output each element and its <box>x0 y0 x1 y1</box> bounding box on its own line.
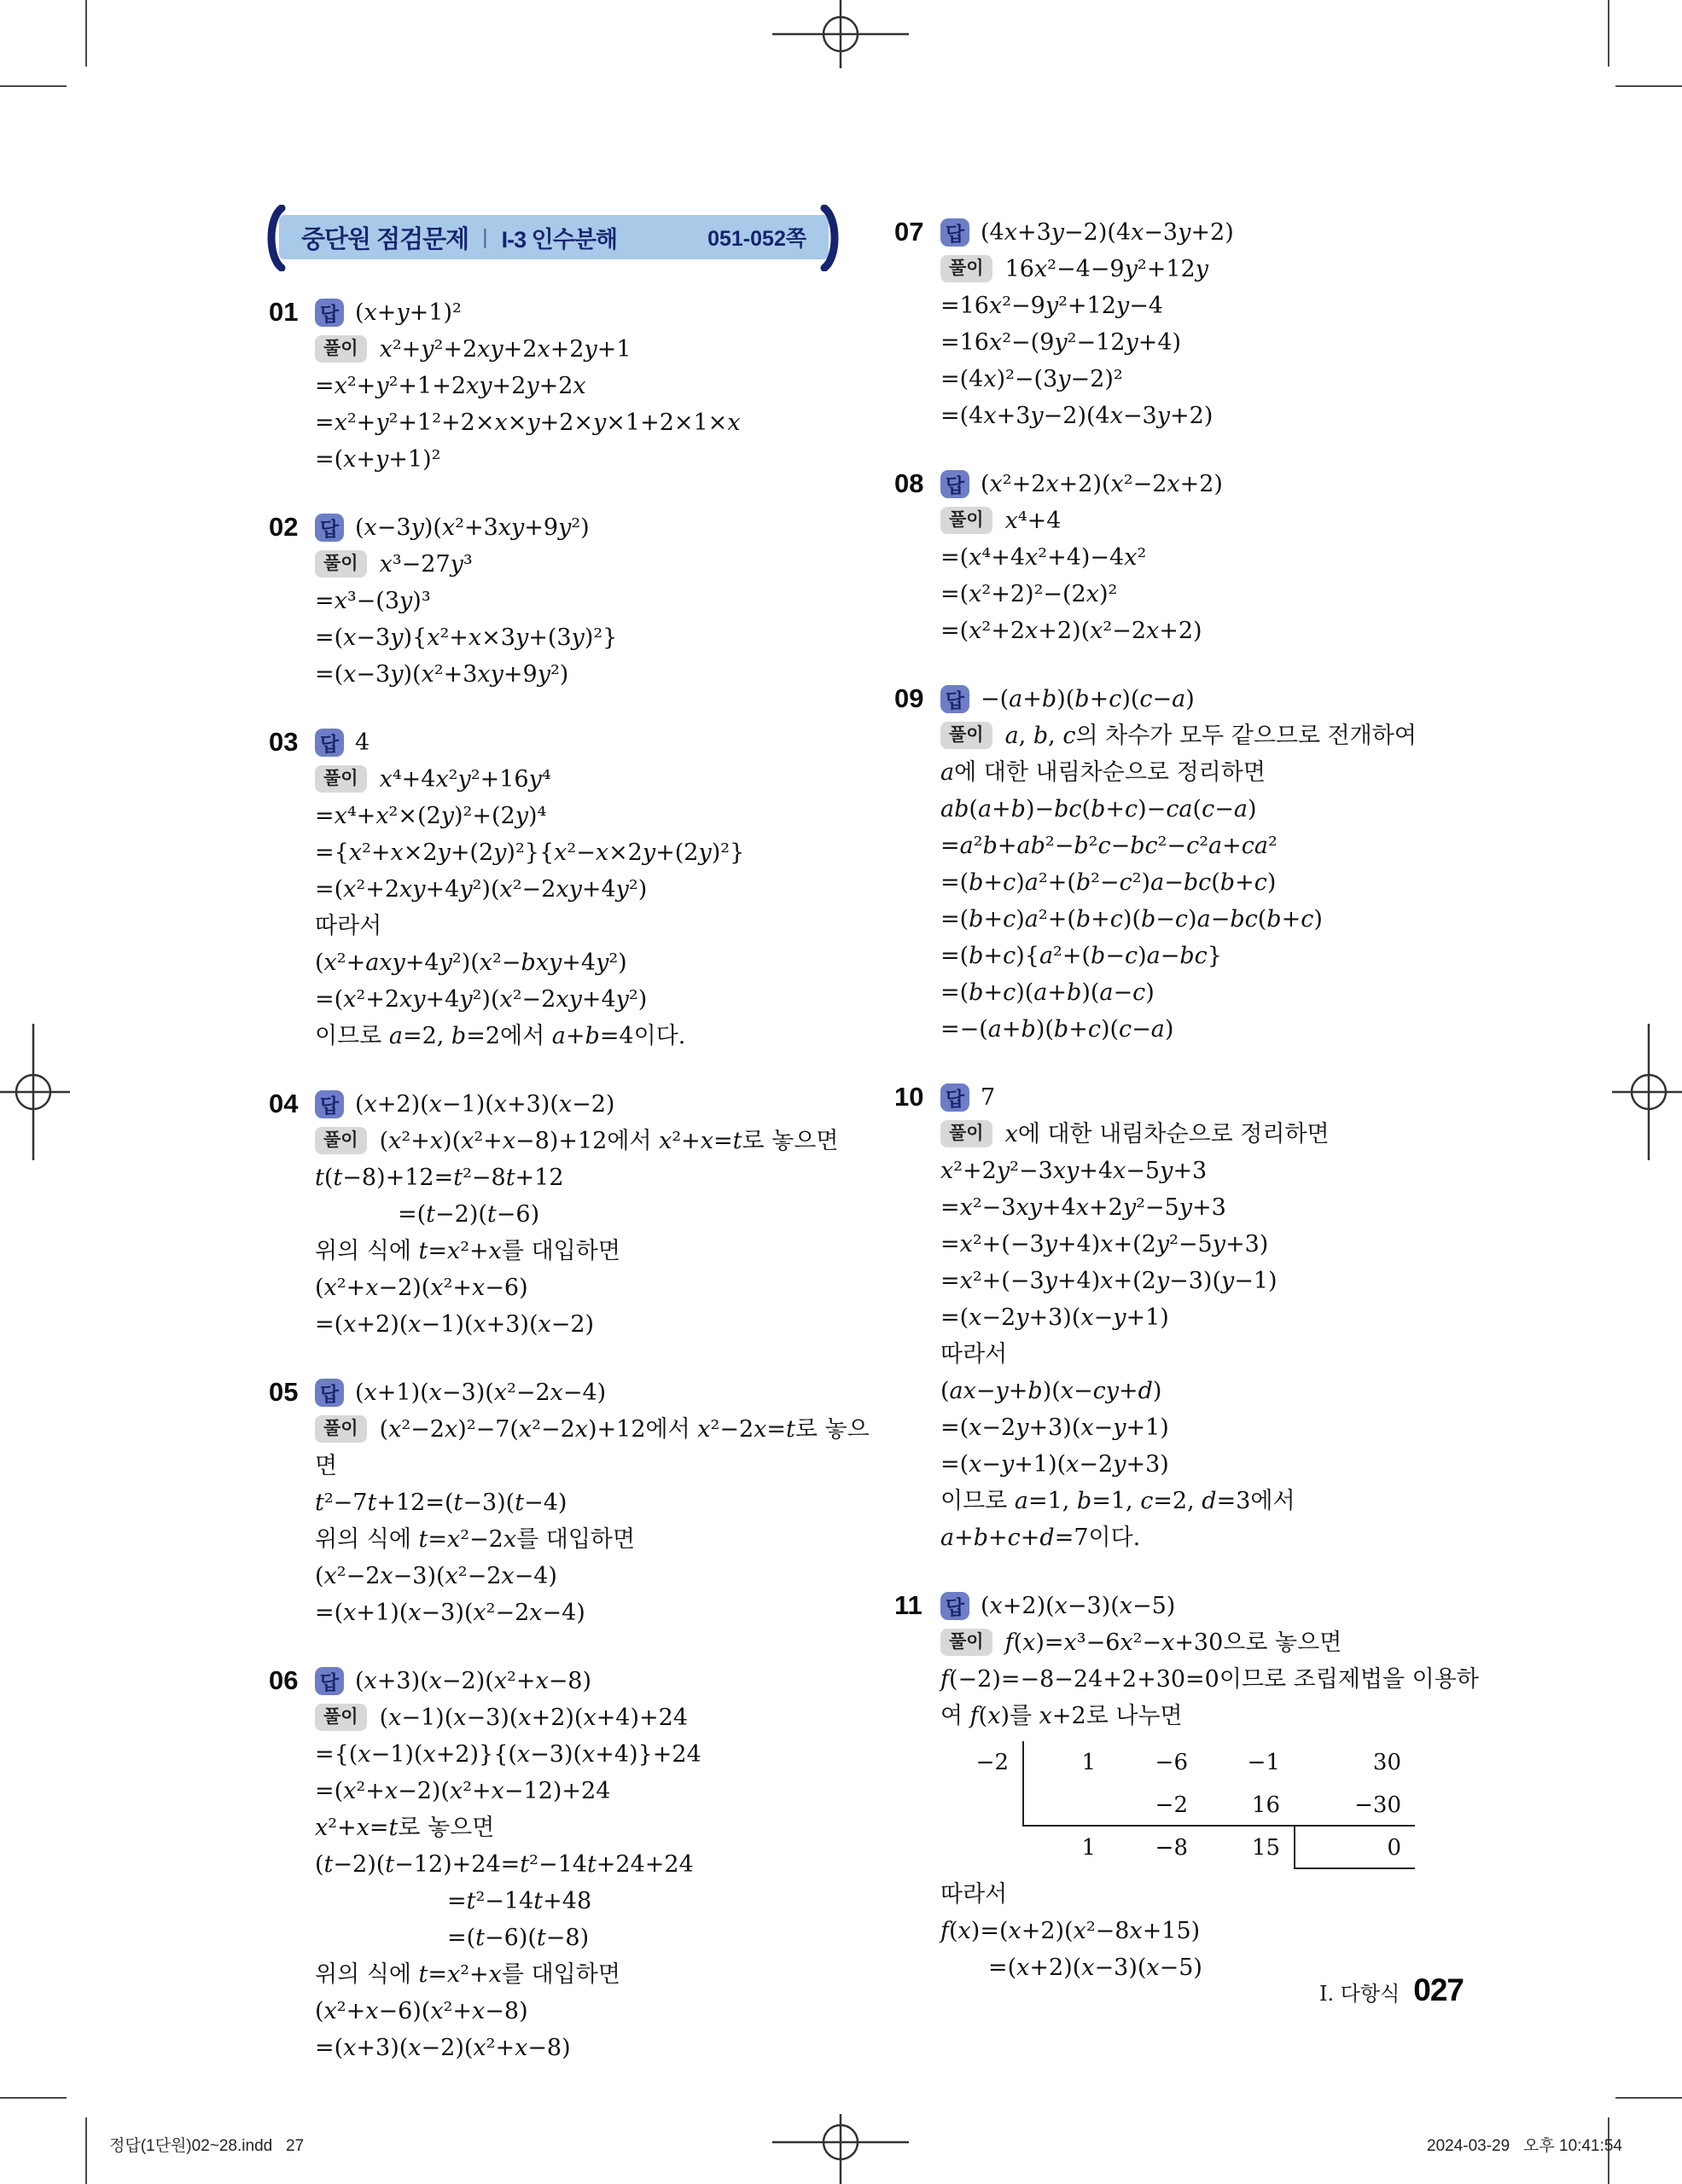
answer-text: (x²+2x+2)(x²−2x+2) <box>981 470 1223 497</box>
problem-number: 05 <box>269 1377 299 1407</box>
math-text: =(x²+x−2)(x²+x−12)+24 <box>315 1778 611 1804</box>
problem-number: 02 <box>269 512 299 542</box>
math-text: a+b+c+d=7이다. <box>940 1525 1141 1551</box>
answer-text: (x+2)(x−3)(x−5) <box>981 1592 1176 1619</box>
math-text: =(t−6)(t−8) <box>447 1925 590 1951</box>
banner-page-range: 051-052쪽 <box>707 227 806 251</box>
registration-mark-left-middle <box>0 1024 70 1160</box>
math-text: =(b+c){a²+(b−c)a−bc} <box>940 943 1222 969</box>
answer-badge: 답 <box>315 299 344 327</box>
math-text: =(x+2)(x−3)(x−5) <box>988 1955 1202 1981</box>
math-text: x²+x=t로 놓으면 <box>315 1815 495 1841</box>
trim-mark-top-left-v <box>85 0 87 67</box>
solution-line <box>940 1483 1500 1519</box>
math-text: =x³−(3y)³ <box>315 588 431 614</box>
problem-body <box>315 546 866 693</box>
problem <box>894 213 1500 434</box>
registration-mark-top-center <box>772 0 909 68</box>
math-text: =(x²+2)²−(2x)² <box>940 581 1118 607</box>
solution-badge: 풀이 <box>315 1127 367 1154</box>
math-text: (x−1)(x−3)(x+2)(x+4)+24 <box>379 1705 689 1731</box>
solution-line <box>315 871 866 908</box>
solution-badge: 풀이 <box>315 335 367 363</box>
math-text: t²−7t+12=(t−3)(t−4) <box>315 1490 567 1516</box>
answer-text: (x+1)(x−3)(x²−2x−4) <box>355 1379 607 1406</box>
math-text: a에 대한 내림차순으로 정리하면 <box>940 759 1266 786</box>
solution-line <box>315 331 866 368</box>
math-text: (x²+axy+4y²)(x²−bxy+4y²) <box>315 950 627 976</box>
solution-line <box>315 1846 866 1883</box>
banner-divider: | <box>482 224 488 249</box>
division-cell: −6 <box>1155 1750 1188 1775</box>
solution-line <box>940 1624 1500 1661</box>
solution-line <box>315 1269 866 1306</box>
print-timestamp: 2024-03-29 오후 10:41:54 <box>1427 2137 1622 2155</box>
problem-body <box>315 1699 866 2066</box>
solution-line <box>315 404 866 441</box>
problem-body <box>940 251 1500 434</box>
math-text: ={(x−1)(x+2)}{(x−3)(x+4)}+24 <box>315 1741 701 1768</box>
column-right <box>894 213 1500 2017</box>
trim-mark-top-right-h <box>1615 85 1682 87</box>
footer-page-number: 027 <box>1413 1972 1464 2007</box>
trim-mark-bottom-left-v <box>85 2117 87 2184</box>
math-text: =(b+c)a²+(b²−c²)a−bc(b+c) <box>940 869 1277 896</box>
math-text: =16x²−9y²+12y−4 <box>940 293 1163 319</box>
solution-line <box>315 1411 870 1448</box>
math-text: ={x²+x×2y+(2y)²}{x²−x×2y+(2y)²} <box>315 839 745 866</box>
math-text: =16x²−(9y²−12y+4) <box>940 329 1182 356</box>
math-text: 위의 식에 t=x²−2x를 대입하면 <box>315 1526 636 1553</box>
solution-line <box>315 798 866 834</box>
solution-line <box>940 251 1500 288</box>
math-text: =(x+y+1)² <box>315 446 441 473</box>
math-text: =a²b+ab²−b²c−bc²−c²a+ca² <box>940 833 1278 859</box>
problem-header <box>894 465 1500 502</box>
division-cell: 1 <box>1081 1835 1096 1861</box>
solution-line <box>315 1448 866 1484</box>
solution-line <box>315 583 866 619</box>
solution-badge: 풀이 <box>940 255 992 282</box>
problem-body <box>940 717 1500 1048</box>
math-text: =x²+(−3y+4)x+(2y−3)(y−1) <box>940 1268 1278 1294</box>
solution-line <box>315 546 866 583</box>
answer-text: (x+y+1)² <box>355 299 462 326</box>
problem <box>269 1085 866 1343</box>
trim-mark-bottom-left-h <box>0 2097 67 2099</box>
problem <box>894 465 1500 649</box>
solution-line <box>940 288 1500 324</box>
math-text: 위의 식에 t=x²+x를 대입하면 <box>315 1238 620 1264</box>
math-text: 이므로 a=1, b=1, c=2, d=3에서 <box>940 1488 1295 1514</box>
math-text: f(x)=x³−6x²−x+30으로 놓으면 <box>1004 1629 1342 1656</box>
problem <box>269 723 866 1054</box>
solution-badge: 풀이 <box>315 1415 367 1443</box>
solution-line <box>315 761 866 798</box>
answer-badge: 답 <box>940 685 969 713</box>
problem-header <box>269 1374 866 1411</box>
math-text: =x²+(−3y+4)x+(2y²−5y+3) <box>940 1231 1269 1258</box>
solution-line <box>940 361 1500 398</box>
solution-line <box>940 974 1500 1011</box>
solution-line <box>315 981 866 1018</box>
math-text: =(b+c)(a+b)(a−c) <box>940 979 1155 1006</box>
solution-line <box>940 502 1500 539</box>
division-cell <box>964 1784 1024 1827</box>
problem-header <box>894 213 1500 251</box>
problem <box>269 293 866 478</box>
division-cell: −1 <box>1247 1750 1280 1775</box>
answer-badge: 답 <box>940 1083 969 1112</box>
solution-line <box>315 368 866 404</box>
solution-line <box>315 1993 866 2030</box>
division-cell: 0 <box>1294 1827 1415 1869</box>
solution-line <box>940 1698 1500 1734</box>
math-text: =x²+y²+1+2xy+2y+2x <box>315 373 586 399</box>
math-text: =−(a+b)(b+c)(c−a) <box>940 1016 1174 1043</box>
math-text: =(x−3y)(x²+3xy+9y²) <box>315 661 569 688</box>
solution-line <box>315 1736 866 1773</box>
solution-line <box>940 791 1500 828</box>
division-cell: −8 <box>1155 1835 1188 1861</box>
math-text: 따라서 <box>315 913 382 939</box>
solution-line <box>315 834 866 871</box>
math-text: 이므로 a=2, b=2에서 a+b=4이다. <box>315 1023 686 1049</box>
math-text: x²+2y²−3xy+4x−5y+3 <box>940 1158 1208 1184</box>
banner-bar <box>279 215 829 259</box>
problem-header <box>269 1662 866 1699</box>
problem-body <box>940 1116 1500 1556</box>
math-text: a, b, c의 차수가 모두 같으므로 전개하여 <box>1004 723 1417 749</box>
page-footer <box>1319 1972 1464 2008</box>
solution-line <box>315 1233 866 1269</box>
solution-line <box>940 901 1500 938</box>
answer-text: (x+3)(x−2)(x²+x−8) <box>355 1667 592 1694</box>
solution-line <box>315 1521 866 1558</box>
math-text: x³−27y³ <box>379 551 473 578</box>
math-text: =(x²+2x+2)(x²−2x+2) <box>940 618 1202 644</box>
math-text: =(x+3)(x−2)(x²+x−8) <box>315 2035 571 2061</box>
solution-badge: 풀이 <box>940 1120 992 1147</box>
solution-line <box>315 1809 866 1846</box>
math-text: =x²−3xy+4x+2y²−5y+3 <box>940 1194 1226 1221</box>
solution-badge: 풀이 <box>315 550 367 578</box>
math-text: (x²−2x)²−7(x²−2x)+12에서 x²−2x=t로 놓으 <box>379 1416 870 1443</box>
solution-line <box>940 754 1500 791</box>
problem <box>894 680 1500 1048</box>
division-cell: −2 <box>1109 1784 1202 1827</box>
division-cell: 1 <box>1081 1750 1096 1775</box>
math-text: (t−2)(t−12)+24=t²−14t+24+24 <box>315 1851 694 1878</box>
answer-text: (x+2)(x−1)(x+3)(x−2) <box>355 1090 615 1118</box>
problem-body <box>940 1624 1500 1986</box>
problem <box>894 1078 1500 1556</box>
problem-number: 04 <box>269 1089 299 1118</box>
math-text: =(4x+3y−2)(4x−3y+2) <box>940 403 1213 429</box>
math-text: 위의 식에 t=x²+x를 대입하면 <box>315 1961 620 1988</box>
solution-badge: 풀이 <box>315 1704 367 1731</box>
problem <box>269 1374 870 1631</box>
solution-line <box>940 1913 1500 1949</box>
problem-number: 10 <box>894 1082 924 1112</box>
solution-line <box>315 1018 866 1054</box>
solution-line <box>315 441 866 478</box>
division-cell: 30 <box>1372 1750 1401 1775</box>
answer-badge: 답 <box>315 1090 344 1118</box>
division-cell: 15 <box>1251 1835 1280 1861</box>
synthetic-division-table <box>964 1741 1500 1869</box>
division-cell <box>964 1827 1024 1869</box>
answer-badge: 답 <box>315 1379 344 1407</box>
solution-line <box>940 1409 1500 1446</box>
solution-line <box>315 944 866 981</box>
registration-mark-right-middle <box>1612 1024 1682 1160</box>
banner-title: 중단원 점검문제 <box>301 225 469 253</box>
solution-line <box>315 1594 866 1631</box>
math-text: =(x−2y+3)(x−y+1) <box>940 1414 1169 1441</box>
math-text: =t²−14t+48 <box>447 1888 592 1914</box>
math-text: x⁴+4 <box>1004 508 1062 534</box>
problem-header <box>269 508 866 546</box>
math-text: t(t−8)+12=t²−8t+12 <box>315 1165 564 1191</box>
trim-mark-top-right-v <box>1608 0 1609 67</box>
solution-line <box>315 1699 866 1736</box>
math-text: 16x²−4−9y²+12y <box>1004 256 1208 282</box>
math-text: =(x+1)(x−3)(x²−2x−4) <box>315 1600 585 1626</box>
math-text: =x⁴+x²×(2y)²+(2y)⁴ <box>315 803 547 829</box>
math-text: =(x²+2xy+4y²)(x²−2xy+4y²) <box>315 876 648 903</box>
problem-number: 01 <box>269 297 299 327</box>
solution-line <box>940 1263 1500 1299</box>
problem-body <box>315 331 866 478</box>
math-text: (ax−y+b)(x−cy+d) <box>940 1378 1162 1404</box>
solution-badge: 풀이 <box>940 1629 992 1656</box>
solution-line <box>940 1661 1500 1698</box>
solution-line <box>940 1373 1500 1409</box>
solution-line <box>315 619 866 656</box>
solution-badge: 풀이 <box>940 722 992 749</box>
answer-text: 4 <box>355 729 370 756</box>
solution-line <box>940 539 1500 576</box>
math-text: (x²+x−2)(x²+x−6) <box>315 1275 528 1301</box>
math-text: =(b+c)a²+(b+c)(b−c)a−bc(b+c) <box>940 906 1323 932</box>
solution-line <box>940 576 1500 613</box>
solution-line <box>940 864 1500 901</box>
solution-line <box>940 1226 1500 1263</box>
problem <box>894 1587 1500 1986</box>
problem-header <box>269 1085 866 1123</box>
solution-line <box>315 1558 866 1594</box>
solution-line <box>940 1876 1500 1913</box>
solution-badge: 풀이 <box>940 507 992 534</box>
answer-badge: 답 <box>940 470 969 498</box>
math-text: (x²+x−6)(x²+x−8) <box>315 1998 528 2024</box>
math-text: x²+y²+2xy+2x+2y+1 <box>379 336 631 363</box>
math-text: =(t−2)(t−6) <box>398 1201 540 1228</box>
answer-badge: 답 <box>940 1592 969 1620</box>
math-text: (x²−2x−3)(x²−2x−4) <box>315 1563 557 1589</box>
problem-header <box>269 723 866 761</box>
section-banner <box>272 213 835 259</box>
problem-body <box>315 761 866 1054</box>
answer-badge: 답 <box>940 218 969 247</box>
solution-line <box>940 1153 1500 1189</box>
problem <box>269 1662 866 2066</box>
math-text: =(x−3y){x²+x×3y+(3y)²} <box>315 624 618 651</box>
problem-body <box>315 1123 866 1343</box>
solution-line <box>940 613 1500 649</box>
solution-line <box>940 717 1500 754</box>
problem-header <box>894 1587 1500 1624</box>
solution-line <box>315 908 866 944</box>
problem-number: 07 <box>894 217 924 247</box>
solution-line <box>315 1159 866 1196</box>
solution-line <box>315 1123 866 1159</box>
math-text: =(x⁴+4x²+4)−4x² <box>940 544 1147 571</box>
math-text: x⁴+4x²y²+16y⁴ <box>379 766 551 793</box>
problem-header <box>269 293 866 331</box>
math-text: (x²+x)(x²+x−8)+12에서 x²+x=t로 놓으면 <box>379 1128 839 1154</box>
solution-line <box>940 1011 1500 1048</box>
solution-line <box>447 1883 866 1920</box>
solution-line <box>940 398 1500 434</box>
problem-number: 03 <box>269 727 299 757</box>
math-text: 면 <box>315 1453 338 1479</box>
math-text: =(x+2)(x−1)(x+3)(x−2) <box>315 1311 595 1338</box>
solution-badge: 풀이 <box>315 765 367 793</box>
solution-line <box>940 828 1500 864</box>
answer-text: (x−3y)(x²+3xy+9y²) <box>355 514 590 541</box>
math-text: 여 f(x)를 x+2로 나누면 <box>940 1703 1183 1729</box>
math-text: =(4x)²−(3y−2)² <box>940 366 1123 392</box>
trim-mark-top-left-h <box>0 85 67 87</box>
footer-chapter-label: Ⅰ. 다항식 <box>1318 1982 1400 2006</box>
answer-badge: 답 <box>315 514 344 542</box>
banner-section: I-3 인수분해 <box>501 226 617 253</box>
solution-line <box>940 1336 1500 1373</box>
problem-number: 09 <box>894 683 924 713</box>
math-text: f(x)=(x+2)(x²−8x+15) <box>940 1918 1201 1944</box>
problem-number: 08 <box>894 468 924 498</box>
solution-line <box>315 656 866 693</box>
solution-line <box>940 938 1500 974</box>
math-text: =(x²+2xy+4y²)(x²−2xy+4y²) <box>315 986 648 1013</box>
problem <box>269 508 866 693</box>
solution-line <box>940 1189 1500 1226</box>
solution-line <box>940 1116 1500 1153</box>
problem-number: 06 <box>269 1665 299 1695</box>
solution-line <box>315 1306 866 1343</box>
answer-badge: 답 <box>315 1667 344 1695</box>
math-text: =(x−y+1)(x−2y+3) <box>940 1451 1169 1478</box>
solution-line <box>940 1519 1500 1556</box>
solution-line <box>940 324 1500 361</box>
answer-text: 7 <box>981 1083 996 1111</box>
solution-line <box>315 1956 866 1993</box>
problem-header <box>894 1078 1500 1116</box>
math-text: 따라서 <box>940 1341 1008 1368</box>
division-cell: 16 <box>1202 1784 1294 1827</box>
answer-text: (4x+3y−2)(4x−3y+2) <box>981 218 1234 246</box>
division-cell <box>1024 1784 1109 1827</box>
division-divisor: −2 <box>964 1741 1024 1784</box>
problem-body <box>940 502 1500 649</box>
solution-line <box>315 1484 866 1521</box>
answer-badge: 답 <box>315 729 344 757</box>
division-cell: −30 <box>1294 1784 1415 1827</box>
solution-line <box>940 1299 1500 1336</box>
math-text: 따라서 <box>940 1881 1008 1908</box>
problem-number: 11 <box>894 1590 922 1620</box>
print-file-name: 정답(1단원)02~28.indd 27 <box>109 2137 305 2155</box>
banner-bracket-right-icon <box>820 205 844 271</box>
math-text: =x²+y²+1²+2×x×y+2×y×1+2×1×x <box>315 410 741 436</box>
solution-line <box>315 2030 866 2066</box>
problem-header <box>894 680 1500 717</box>
solution-line <box>398 1196 866 1233</box>
math-text: x에 대한 내림차순으로 정리하면 <box>1004 1121 1330 1147</box>
trim-mark-bottom-right-h <box>1615 2097 1682 2099</box>
math-text: ab(a+b)−bc(b+c)−ca(c−a) <box>940 796 1257 822</box>
problem-body <box>315 1411 870 1631</box>
column-left <box>269 213 870 2097</box>
solution-line <box>447 1920 866 1956</box>
math-text: =(x−2y+3)(x−y+1) <box>940 1304 1169 1331</box>
registration-mark-bottom-center <box>772 2114 909 2184</box>
math-text: f(−2)=−8−24+2+30=0이므로 조립제법을 이용하 <box>940 1666 1479 1693</box>
solution-line <box>315 1773 866 1809</box>
answer-text: −(a+b)(b+c)(c−a) <box>981 685 1195 712</box>
solution-line <box>940 1446 1500 1483</box>
